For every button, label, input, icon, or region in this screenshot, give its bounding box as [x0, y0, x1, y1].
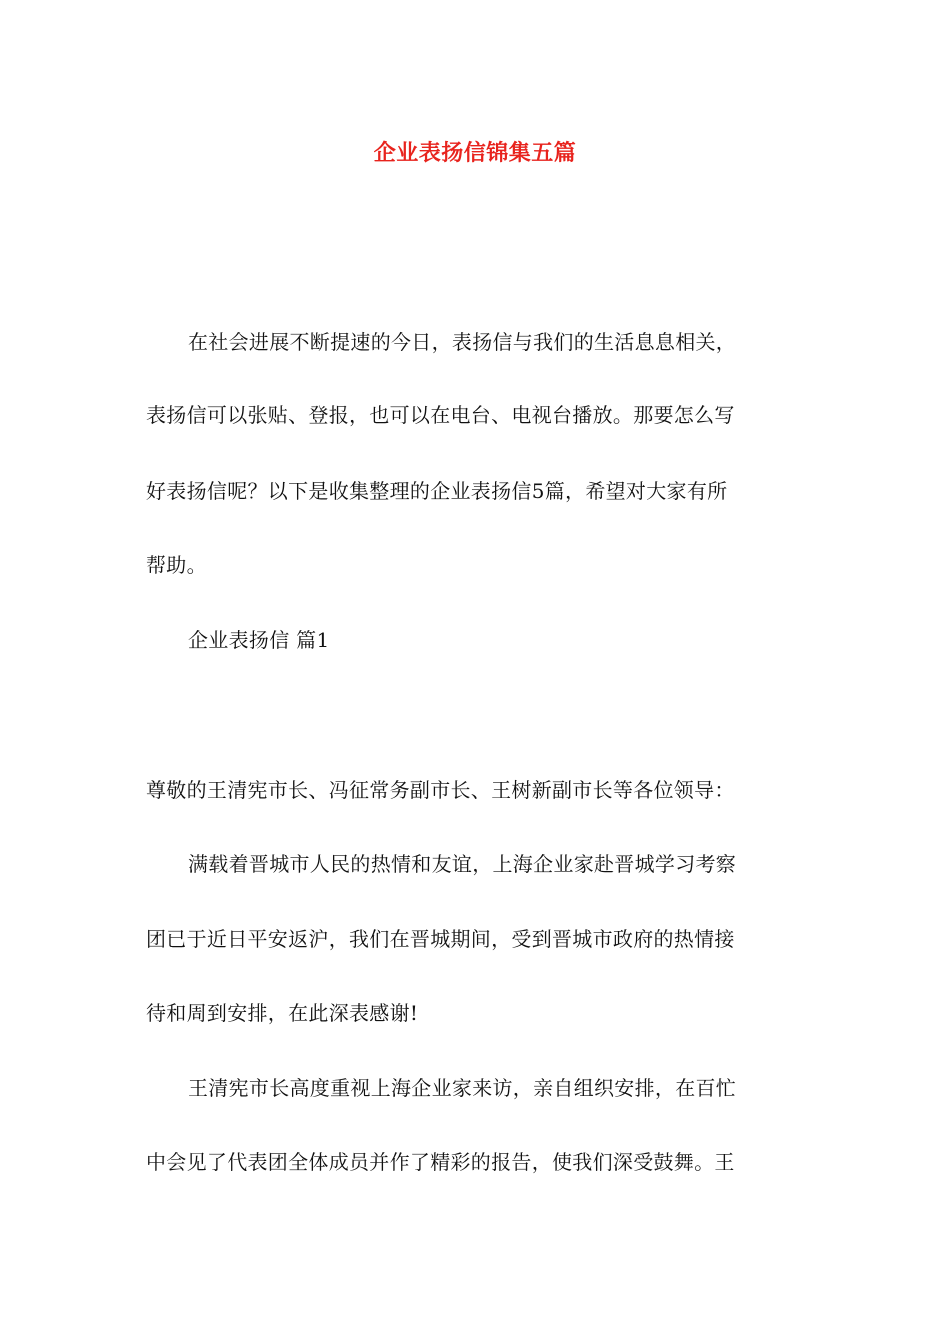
- paragraph-line: 表扬信可以张贴、登报，也可以在电台、电视台播放。那要怎么写: [146, 403, 735, 427]
- paragraph-line: 帮助。: [146, 553, 207, 577]
- paragraph-line: 王清宪市长高度重视上海企业家来访，亲自组织安排，在百忙: [188, 1076, 737, 1100]
- paragraph-line: 好表扬信呢？以下是收集整理的企业表扬信5篇，希望对大家有所: [146, 479, 728, 503]
- paragraph-line: 满载着晋城市人民的热情和友谊，上海企业家赴晋城学习考察: [188, 852, 737, 876]
- paragraph-line: 团已于近日平安返沪，我们在晋城期间，受到晋城市政府的热情接: [146, 927, 735, 951]
- document-title: 企业表扬信锦集五篇: [373, 140, 577, 166]
- paragraph-line: 在社会进展不断提速的今日，表扬信与我们的生活息息相关，: [188, 330, 737, 354]
- salutation-line: 尊敬的王清宪市长、冯征常务副市长、王树新副市长等各位领导：: [146, 778, 735, 802]
- section-heading: 企业表扬信 篇1: [188, 628, 330, 652]
- paragraph-line: 待和周到安排，在此深表感谢!: [146, 1001, 419, 1025]
- paragraph-line: 中会见了代表团全体成员并作了精彩的报告，使我们深受鼓舞。王: [146, 1150, 735, 1174]
